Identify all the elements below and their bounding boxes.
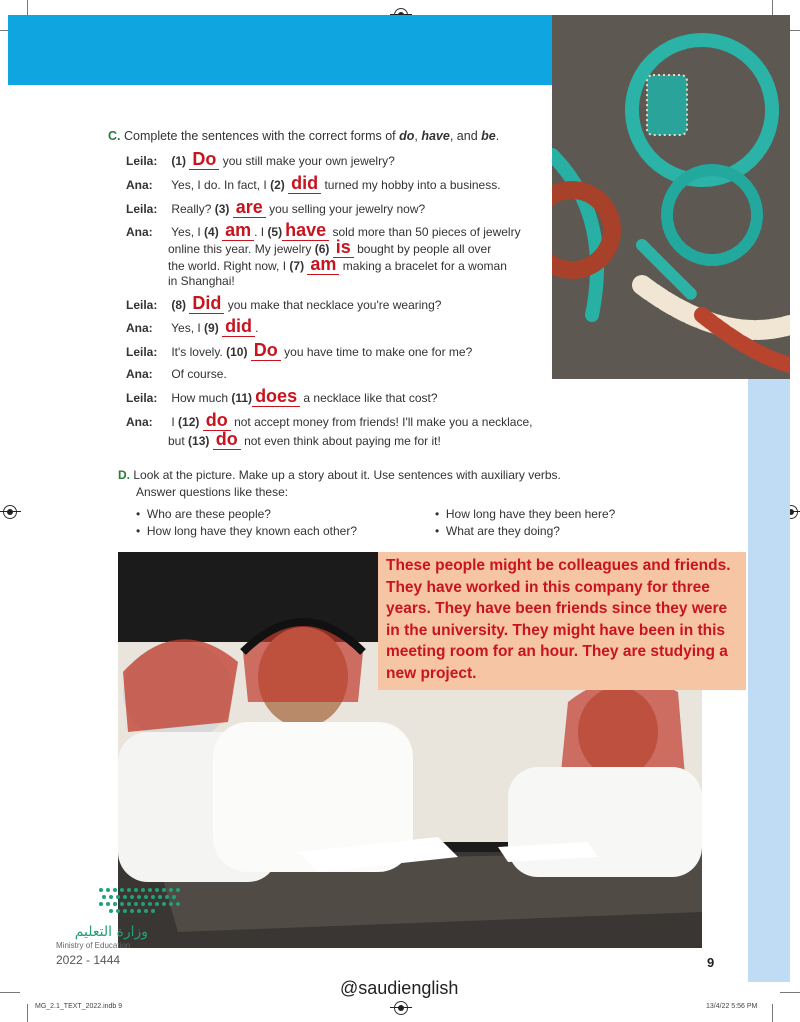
answer: do <box>203 410 231 431</box>
speaker: Leila: <box>126 298 158 312</box>
speaker: Leila: <box>126 154 158 168</box>
page-number: 9 <box>707 955 715 970</box>
question-item: • How long have they been here? <box>435 507 616 521</box>
ministry-english: Ministry of Education <box>56 941 131 950</box>
speaker: Ana: <box>126 415 153 429</box>
dialogue-line: but (13) do not even think about paying me for it! <box>168 429 441 449</box>
question-item: • Who are these people? <box>136 507 271 521</box>
dialogue-line: online this year. My jewelry (6) is bought by people all over <box>168 237 492 257</box>
speaker: Ana: <box>126 225 153 239</box>
story-text: These people might be colleagues and friends. They have worked in this company for three years. They have been friends since they were in the university. They might have been in this meeting room for an hour. They are studying a new project. <box>386 557 731 682</box>
speaker: Ana: <box>126 367 153 381</box>
social-handle: @saudienglish <box>340 978 459 998</box>
dialogue-line: Ana: Yes, I do. In fact, I (2) did turned my hobby into a business. <box>126 173 501 193</box>
answer: are <box>233 197 266 218</box>
question-item: • What are they doing? <box>435 524 560 538</box>
dialogue-line: Leila: Really? (3) are you selling your jewelry now? <box>126 197 426 217</box>
section-letter: C. <box>108 129 121 143</box>
speaker: Leila: <box>126 391 158 405</box>
answer: do <box>213 429 241 450</box>
ministry-arabic: وزارة التعليم <box>74 924 148 940</box>
answer: Do <box>189 149 219 170</box>
dialogue-line: Ana: Of course. <box>126 367 227 381</box>
section-d-instruction: D. Look at the picture. Make up a story about it. Use sentences with auxiliary verbs. <box>118 468 561 482</box>
story-answer-box <box>378 552 746 690</box>
jewelry-photo <box>552 15 790 379</box>
year-label: 2022 - 1444 <box>56 953 121 967</box>
registration-mark <box>394 1001 408 1015</box>
crop-mark <box>780 992 800 993</box>
dialogue-line: Ana: Yes, I (4) am . I (5) have sold more than 50 pieces of jewelry <box>126 220 521 240</box>
speaker: Ana: <box>126 178 153 192</box>
dialogue-line: Leila: How much (11) does a necklace like that cost? <box>126 386 438 406</box>
crop-mark <box>0 992 20 993</box>
dialogue-line: in Shanghai! <box>168 274 235 288</box>
answer: did <box>288 173 321 194</box>
speaker: Leila: <box>126 202 158 216</box>
answer: am <box>307 254 339 275</box>
print-file-info: MG_2.1_TEXT_2022.indb 9 <box>35 1003 123 1010</box>
dialogue-line: Leila: It's lovely. (10) Do you have time to make one for me? <box>126 340 473 360</box>
crop-mark <box>772 1004 773 1022</box>
top-banner <box>8 15 554 85</box>
right-color-stripe <box>748 378 790 982</box>
answer: am <box>222 220 254 241</box>
print-date: 13/4/22 5:56 PM <box>706 1003 758 1010</box>
ministry-dots-logo <box>56 884 196 929</box>
jewelry-illustration <box>552 15 790 379</box>
answer: does <box>252 386 300 407</box>
question-item: • How long have they known each other? <box>136 524 358 538</box>
section-c-instruction: C. Complete the sentences with the correct forms of do, have, and be. <box>108 129 500 143</box>
dialogue-line: Ana: Yes, I (9) did . <box>126 316 259 336</box>
answer: is <box>333 237 354 258</box>
answer: Do <box>251 340 281 361</box>
section-d-instruction: Answer questions like these: <box>136 485 289 499</box>
dialogue-line: Leila: (8) Did you make that necklace you're wearing? <box>126 293 442 313</box>
section-letter: D. <box>118 468 130 482</box>
crop-mark <box>27 1004 28 1022</box>
dialogue-line: Ana: I (12) do not accept money from friends! I'll make you a necklace, <box>126 410 533 430</box>
answer: Did <box>189 293 224 314</box>
speaker: Ana: <box>126 321 153 335</box>
answer: have <box>282 220 329 241</box>
answer: did <box>222 316 255 337</box>
dialogue-line: the world. Right now, I (7) am making a bracelet for a woman <box>168 254 507 274</box>
dialogue-line: Leila: (1) Do you still make your own jewelry? <box>126 149 395 169</box>
registration-mark <box>3 505 17 519</box>
speaker: Leila: <box>126 345 158 359</box>
